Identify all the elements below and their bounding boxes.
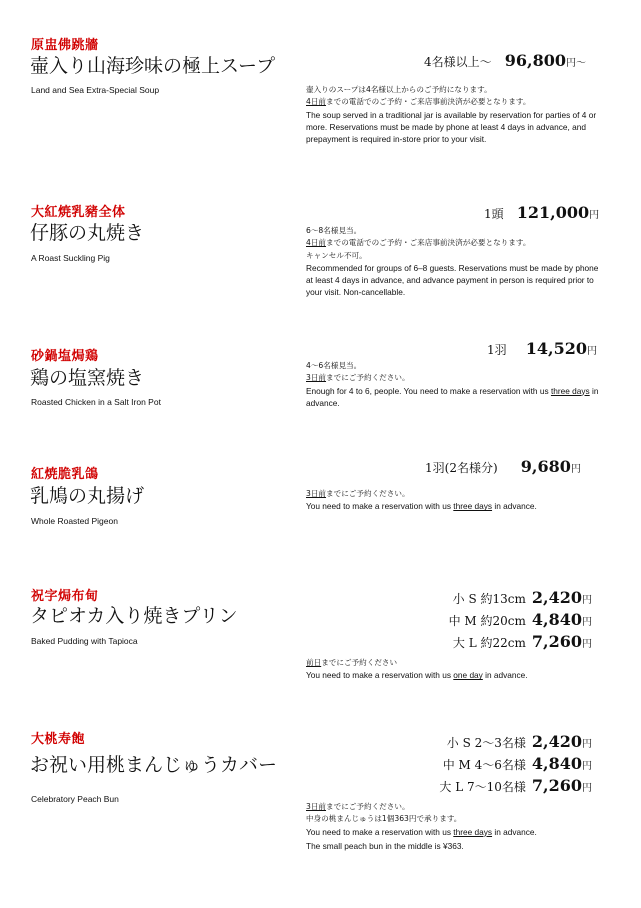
price-amount: 121,000: [516, 203, 590, 222]
size-unit: 円: [582, 761, 592, 772]
size-label: 小 S 2～3名様: [446, 736, 526, 750]
size-unit: 円: [582, 595, 592, 606]
size-price-row: [439, 754, 592, 776]
note-en-text: You need to make a reservation with us: [306, 501, 454, 512]
note-ja-rest: までにご予約ください。: [326, 373, 410, 383]
size-label: 中 M 約20cm: [448, 614, 526, 628]
japanese-name: 乳鳩の丸揚げ: [30, 485, 145, 507]
notes: [306, 801, 606, 852]
size-unit: 円: [582, 739, 592, 750]
size-price-row: [439, 732, 592, 754]
size-prices: [449, 588, 592, 654]
price: [424, 51, 586, 70]
chinese-name: 大紅焼乳豬全体: [31, 205, 126, 220]
note-ja: 4～6名様見当。: [306, 361, 362, 370]
note-ja: [306, 372, 606, 384]
english-name: Celebratory Peach Bun: [31, 794, 119, 804]
note-ja-rest: までにご予約ください。: [326, 802, 410, 811]
note-ja: 中身の桃まんじゅうは1個363円で承ります。: [306, 814, 462, 824]
note-en-text: in advance.: [492, 826, 537, 837]
notes: [306, 488, 606, 513]
note-en-text: You need to make a reservation with us: [306, 670, 454, 681]
size-amount: 7,260: [531, 632, 582, 651]
size-amount: 2,420: [531, 732, 582, 751]
note-deadline: 4日前: [306, 97, 327, 107]
size-label: 大 L 約22cm: [452, 636, 526, 650]
note-ja-rest: までにご予約ください。: [326, 489, 410, 498]
chinese-name: 原盅佛跳牆: [31, 38, 99, 53]
note-en-text: Enough for 4 to 6, people. You need to make a reservation with us: [306, 385, 551, 396]
note-en: Recommended for groups of 6–8 guests. Reservations must be made by phone at least 4 days in advance, and advance payment in person is required prior to your visit. Non-cancellable.: [306, 262, 599, 298]
chinese-name: 砂鍋塩焗鶏: [31, 349, 99, 364]
chinese-name: 祝字焗布甸: [31, 589, 99, 604]
price-unit: 円～: [565, 58, 586, 69]
note-en: [306, 500, 606, 512]
note-en-text: in advance.: [482, 670, 528, 681]
price-unit: 円: [589, 210, 600, 221]
note-en: [306, 669, 606, 681]
size-prices: [439, 732, 592, 798]
note-en: [306, 385, 606, 410]
english-name: Baked Pudding with Tapioca: [31, 636, 138, 646]
note-deadline: 4日前: [306, 238, 327, 248]
note-en-deadline: three days: [453, 826, 493, 837]
price-prefix: 1羽: [487, 343, 507, 357]
note-en: The small peach bun in the middle is ¥363.: [306, 840, 464, 851]
price-unit: 円: [586, 346, 597, 357]
note-ja: [306, 96, 606, 108]
note-en: The soup served in a traditional jar is available by reservation for parties of 4 or more. Reservations must be made by phone at least 4 days in advance, and prepayment is required in-store prior to your visit.: [306, 109, 597, 145]
note-ja: キャンセル不可。: [306, 250, 367, 260]
price: [484, 203, 599, 222]
price-prefix: 4名様以上～: [424, 55, 492, 69]
japanese-name: タピオカ入り焼きプリン: [30, 605, 238, 627]
notes: [306, 84, 606, 145]
notes: [306, 225, 606, 299]
note-ja: 壷入りのスープは4名様以上からのご予約になります。: [306, 85, 492, 94]
note-ja: [306, 657, 606, 669]
note-en-deadline: one day: [453, 670, 483, 681]
size-label: 中 M 4～6名様: [442, 758, 526, 772]
size-amount: 4,840: [531, 754, 582, 773]
size-unit: 円: [582, 617, 592, 628]
japanese-name: 壷入り山海珍味の極上スープ: [30, 55, 276, 77]
size-unit: 円: [582, 639, 592, 650]
size-label: 大 L 7～10名様: [439, 780, 526, 794]
price-prefix: 1頭: [484, 207, 504, 221]
note-ja-rest: までにご予約ください: [321, 658, 398, 667]
note-en: [306, 826, 606, 838]
price-amount: 14,520: [525, 339, 587, 358]
size-amount: 4,840: [531, 610, 582, 629]
notes: [306, 360, 606, 409]
chinese-name: 紅焼脆乳鴿: [31, 467, 99, 482]
size-unit: 円: [582, 783, 592, 794]
japanese-name: 鶏の塩窯焼き: [30, 367, 145, 389]
note-en-text: in advance.: [306, 385, 599, 408]
japanese-name: 仔豚の丸焼き: [30, 222, 145, 244]
price-unit: 円: [570, 464, 581, 475]
size-price-row: [449, 588, 592, 610]
english-name: A Roast Suckling Pig: [31, 253, 110, 263]
note-ja: 6～8名様見当。: [306, 226, 362, 235]
english-name: Whole Roasted Pigeon: [31, 516, 118, 526]
note-ja-rest: までの電話でのご予約・ご来店事前決済が必要となります。: [326, 238, 531, 248]
notes: [306, 657, 606, 682]
japanese-name: お祝い用桃まんじゅうカバー: [30, 754, 278, 776]
size-price-row: [439, 776, 592, 798]
note-deadline: 3日前: [306, 373, 327, 383]
note-ja: [306, 488, 606, 500]
note-en-deadline: three days: [453, 501, 493, 512]
note-deadline: 前日: [306, 658, 322, 667]
price: [425, 457, 581, 476]
english-name: Land and Sea Extra-Special Soup: [31, 85, 160, 95]
size-amount: 7,260: [531, 776, 582, 795]
price: [487, 339, 597, 358]
note-deadline: 3日前: [306, 489, 327, 498]
size-price-row: [449, 632, 592, 654]
price-amount: 96,800: [504, 51, 566, 70]
price-prefix: 1羽(2名様分): [425, 461, 498, 475]
size-label: 小 S 約13cm: [452, 592, 526, 606]
chinese-name: 大桃寿飽: [31, 732, 86, 747]
note-ja: [306, 237, 606, 249]
note-en-deadline: three days: [550, 385, 590, 396]
price-amount: 9,680: [520, 457, 571, 476]
note-ja-rest: までの電話でのご予約・ご来店事前決済が必要となります。: [326, 97, 531, 107]
note-en-text: You need to make a reservation with us: [306, 826, 454, 837]
note-deadline: 3日前: [306, 802, 327, 811]
size-price-row: [449, 610, 592, 632]
size-amount: 2,420: [531, 588, 582, 607]
note-en-text: in advance.: [492, 501, 537, 512]
note-ja: [306, 801, 606, 813]
english-name: Roasted Chicken in a Salt Iron Pot: [31, 397, 161, 407]
